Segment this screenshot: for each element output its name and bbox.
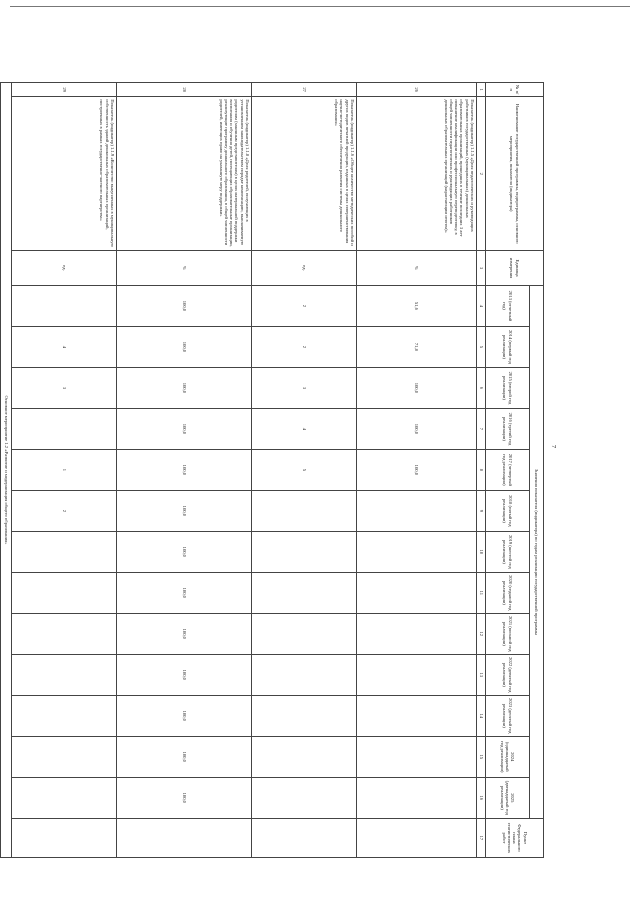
row-number: 28: [117, 83, 252, 97]
header-year: 2020 (седьмой год реализации): [486, 572, 530, 613]
table-row: [252, 83, 357, 858]
value-cell: [12, 736, 117, 777]
column-number: 3: [477, 251, 486, 286]
column-number: 15: [477, 736, 486, 777]
value-cell: 4: [252, 408, 357, 449]
plan-cell: [252, 818, 357, 857]
value-cell: [357, 572, 477, 613]
header-year: 2019 (шестой год реализации): [486, 531, 530, 572]
column-number: 5: [477, 326, 486, 367]
header-year: 2014 (первый год реализации): [486, 326, 530, 367]
row-number: 27: [252, 83, 357, 97]
value-cell: [252, 777, 357, 818]
value-cell: 100,0: [117, 613, 252, 654]
header-year: 2017 (четвертый год реализации): [486, 449, 530, 490]
column-number: 16: [477, 777, 486, 818]
value-cell: [252, 695, 357, 736]
column-number: 4: [477, 285, 486, 326]
value-cell: [12, 531, 117, 572]
value-cell: 100,0: [357, 408, 477, 449]
section-row: Основное мероприятие 1.2 «Развитие и модернизация общего образования»: [1, 83, 12, 858]
margin-rule: [10, 6, 630, 7]
header-unit: Единица измерения: [486, 251, 544, 286]
value-cell: 2: [252, 285, 357, 326]
indicator-name: Показатель (индикатор) 1.1.5 «Доля педагогических и руководящих работников государственных (муниципальных) дошкольных образовательных организаций, прошедших в течение последних 3 лет повышение квалификации или профессиональную переподготовку, в общей численности педагогических и руководящих работников дошкольных образовательных организаций (нарастающим итогом)»: [357, 97, 477, 251]
value-cell: 100,0: [117, 449, 252, 490]
column-number: 11: [477, 572, 486, 613]
value-cell: [12, 572, 117, 613]
value-cell: [357, 736, 477, 777]
indicator-table: [0, 82, 544, 858]
value-cell: 4: [12, 326, 117, 367]
value-cell: 100,0: [117, 285, 252, 326]
table-row: [117, 83, 252, 858]
header-year: 2013 (отчетный год): [486, 285, 530, 326]
value-cell: 3: [252, 367, 357, 408]
value-cell: [12, 285, 117, 326]
value-cell: [357, 777, 477, 818]
header-year: 2018 (пятый год реализации): [486, 490, 530, 531]
indicator-name: Показатель (индикатор) 1.1.8 «Доля родителей, получающих в установленном законодательством порядке компенсацию, выплачиваемую родителям (законным представителям) в целях материальной поддержки воспитания и обучения детей, посещающих образовательные организации, реализующие программу дошкольного образования, в общей численности родителей, имеющих право на указанную меру поддержки»: [117, 97, 252, 251]
table-row: [12, 83, 117, 858]
column-number: 10: [477, 531, 486, 572]
plan-cell: [117, 818, 252, 857]
column-number: 6: [477, 367, 486, 408]
header-year: 2024 (одиннадцатый год реализации): [486, 736, 530, 777]
column-number: 12: [477, 613, 486, 654]
value-cell: [252, 654, 357, 695]
unit-cell: %: [357, 251, 477, 286]
column-number: 7: [477, 408, 486, 449]
value-cell: 100,0: [357, 449, 477, 490]
indicator-name: Показатель (индикатор) 1.1.6 «Общее количество методических пособий и других видов печатной продукции, изданных в целях совершенствования научно-методического обеспечения развития системы дошкольного образования»: [252, 97, 357, 251]
value-cell: [12, 613, 117, 654]
plan-cell: [12, 818, 117, 857]
value-cell: 100,0: [117, 572, 252, 613]
unit-cell: %: [117, 251, 252, 286]
value-cell: 100,0: [117, 654, 252, 695]
header-year: 2016 (третий год реализации): [486, 408, 530, 449]
value-cell: 100,0: [117, 490, 252, 531]
value-cell: 1: [12, 449, 117, 490]
header-year: 2015 (второй год реализации): [486, 367, 530, 408]
row-number: 26: [357, 83, 477, 97]
header-plan: Пункт Федерального плана статистических работ: [486, 818, 544, 857]
value-cell: [12, 654, 117, 695]
value-cell: [252, 572, 357, 613]
value-cell: [357, 531, 477, 572]
value-cell: [252, 490, 357, 531]
indicator-name: Показатель (индикатор) 1.1.9 «Количество выкупленных в муниципальную собственность зданий дошкольных образовательных организаций, построенных в рамках государственно-частного партнерства»: [12, 97, 117, 251]
value-cell: 100,0: [117, 326, 252, 367]
column-number: 2: [477, 97, 486, 251]
value-cell: [12, 777, 117, 818]
header-year: 2025 (двенадцатый год реализации): [486, 777, 530, 818]
value-cell: [12, 408, 117, 449]
header-name: Наименование государственной программы, подпрограммы, основного мероприятия, показателя (индикатора): [486, 97, 544, 251]
value-cell: [252, 613, 357, 654]
value-cell: 100,0: [117, 777, 252, 818]
value-cell: 100,0: [117, 531, 252, 572]
header-year: 2023 (десятый год реализации): [486, 695, 530, 736]
value-cell: 51,6: [357, 285, 477, 326]
column-number: 1: [477, 83, 486, 97]
header-num: № п/п: [486, 83, 544, 97]
value-cell: [357, 654, 477, 695]
value-cell: 5: [252, 449, 357, 490]
value-cell: [357, 490, 477, 531]
value-cell: [12, 695, 117, 736]
column-number: 14: [477, 695, 486, 736]
value-cell: 100,0: [117, 695, 252, 736]
value-cell: [252, 736, 357, 777]
page-number: 7: [550, 445, 556, 448]
value-cell: 71,8: [357, 326, 477, 367]
value-cell: 100,0: [117, 367, 252, 408]
value-cell: 3: [12, 367, 117, 408]
header-year: 2021 (восьмой год реализации): [486, 613, 530, 654]
column-number: 8: [477, 449, 486, 490]
value-cell: 100,0: [357, 367, 477, 408]
plan-cell: [357, 818, 477, 857]
value-cell: 100,0: [117, 408, 252, 449]
unit-cell: ед.: [12, 251, 117, 286]
row-number: 29: [12, 83, 117, 97]
table-body: [1, 83, 544, 858]
column-number: 9: [477, 490, 486, 531]
value-cell: 2: [252, 326, 357, 367]
value-cell: [357, 613, 477, 654]
unit-cell: ед.: [252, 251, 357, 286]
table-row: [357, 83, 477, 858]
value-cell: [357, 695, 477, 736]
value-cell: 2: [12, 490, 117, 531]
value-cell: [252, 531, 357, 572]
column-number: 17: [477, 818, 486, 857]
column-number: 13: [477, 654, 486, 695]
header-years-band: Значения показателя (индикатора) по годам реализации государственной программы: [530, 285, 544, 818]
value-cell: 100,0: [117, 736, 252, 777]
header-year: 2022 (девятый год реализации): [486, 654, 530, 695]
